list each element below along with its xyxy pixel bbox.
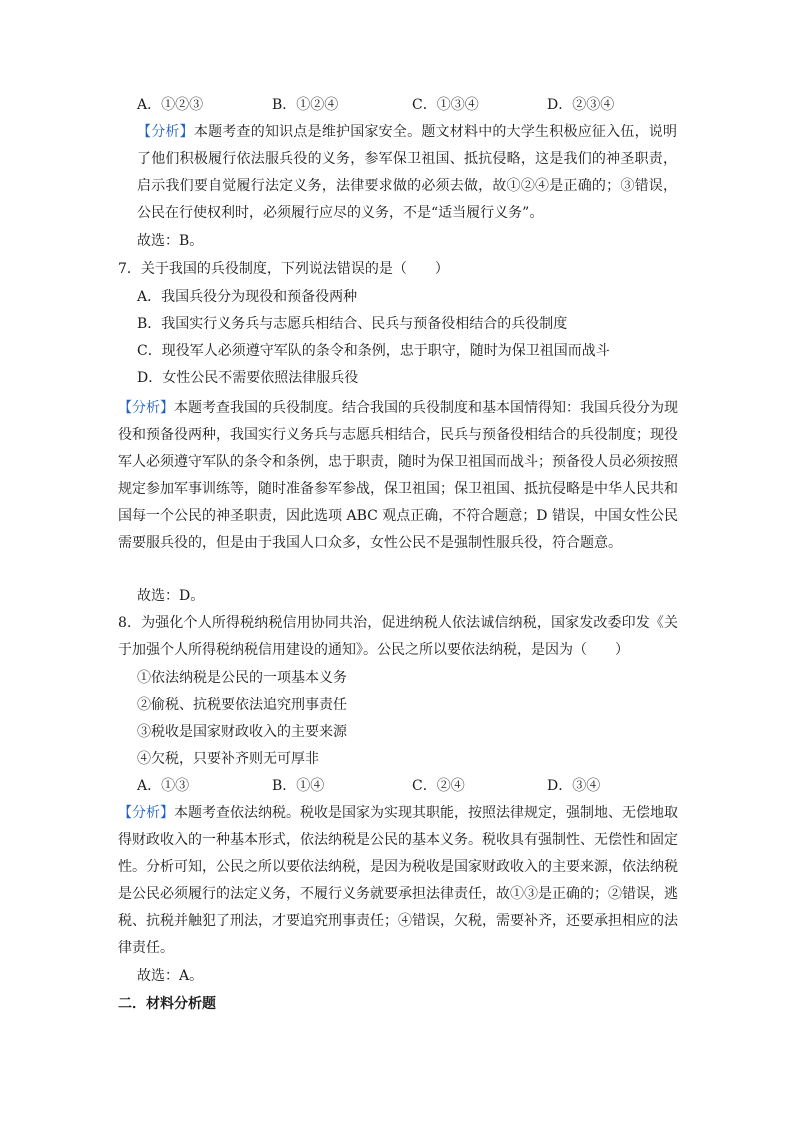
q7-answer: 故选：D。 <box>137 588 205 604</box>
q8-statement-2: ②偷税、抗税要依法追究刑事责任 <box>137 697 347 713</box>
q6-option-a: A．①②③ <box>137 97 204 113</box>
section-heading: 二．材料分析题 <box>118 996 216 1012</box>
q6-answer: 故选：B。 <box>137 233 204 249</box>
q8-analysis <box>118 800 678 962</box>
q8-analysis-tag: 【分析】 <box>118 805 174 821</box>
q6-analysis-tag: 【分析】 <box>137 124 194 140</box>
q8-option-c: C．②④ <box>412 778 465 794</box>
q8-stem: 8．为强化个人所得税纳税信用协同共治，促进纳税人依法诚信纳税，国家发改委印发《关于加强个人所得税纳税信用建设的通知》。公民之所以要依法纳税，是因为（ ） <box>118 615 678 658</box>
q8-statement-4: ④欠税，只要补齐则无可厚非 <box>137 751 319 767</box>
q7-option-c: C．现役军人必须遵守军队的条令和条例，忠于职守，随时为保卫祖国而战斗 <box>137 343 610 359</box>
q7-analysis-tag: 【分析】 <box>118 400 174 416</box>
q7-analysis-text: 本题考查我国的兵役制度。结合我国的兵役制度和基本国情得知：我国兵役分为现役和预备役两种，我国实行义务兵与志愿兵相结合，民兵与预备役相结合的兵役制度；现役军人必须遵守军队的条令和条例，忠于职责，随时为保卫祖国而战斗；预备役人员必须按照规定参加军事训练等，随时准备参军参战，保卫祖国；保卫祖国、抵抗侵略是中华人民共和国每一个公民的神圣职责，因此选项 ABC 观点正确，不符合题意；D 错误，中国女性公民需要服兵役的，但是由于我国人口众多，女性公民不是强制性服兵役，符合题意。 <box>118 400 678 551</box>
q6-options <box>137 95 697 115</box>
q7-option-b: B．我国实行义务兵与志愿兵相结合、民兵与预备役相结合的兵役制度 <box>137 316 568 332</box>
q7-option-a: A．我国兵役分为现役和预备役两种 <box>137 289 358 305</box>
q7-stem: 7．关于我国的兵役制度，下列说法错误的是（ ） <box>118 261 449 277</box>
q6-analysis <box>137 119 677 227</box>
q8-answer: 故选：A。 <box>137 968 204 984</box>
q8-options <box>137 776 697 796</box>
q6-option-b: B．①②④ <box>272 97 339 113</box>
q7-option-d: D．女性公民不需要依照法律服兵役 <box>137 370 359 386</box>
q8-statement-1: ①依法纳税是公民的一项基本义务 <box>137 670 347 686</box>
q8-option-d: D．③④ <box>547 778 601 794</box>
q7-analysis <box>118 395 678 557</box>
q8-option-b: B．①④ <box>272 778 325 794</box>
q6-analysis-text: 本题考查的知识点是维护国家安全。题文材料中的大学生积极应征入伍，说明了他们积极履行依法服兵役的义务，参军保卫祖国、抵抗侵略，这是我们的神圣职责，启示我们要自觉履行法定义务，法律要求做的必须去做，故①②④是正确的；③错误，公民在行使权利时，必须履行应尽的义务，不是“适当履行义务”。 <box>137 124 678 221</box>
q8-option-a: A．①③ <box>137 778 190 794</box>
q6-option-c: C．①③④ <box>412 97 479 113</box>
q6-option-d: D．②③④ <box>547 97 615 113</box>
q8-statement-3: ③税收是国家财政收入的主要来源 <box>137 724 347 740</box>
q8-analysis-text: 本题考查依法纳税。税收是国家为实现其职能，按照法律规定，强制地、无偿地取得财政收入的一种基本形式，依法纳税是公民的基本义务。税收具有强制性、无偿性和固定性。分析可知，公民之所以要依法纳税，是因为税收是国家财政收入的主要来源，依法纳税是公民必须履行的法定义务，不履行义务就要承担法律责任，故①③是正确的；②错误，逃税、抗税并触犯了刑法，才要追究刑事责任；④错误，欠税，需要补齐，还要承担相应的法律责任。 <box>118 805 678 956</box>
